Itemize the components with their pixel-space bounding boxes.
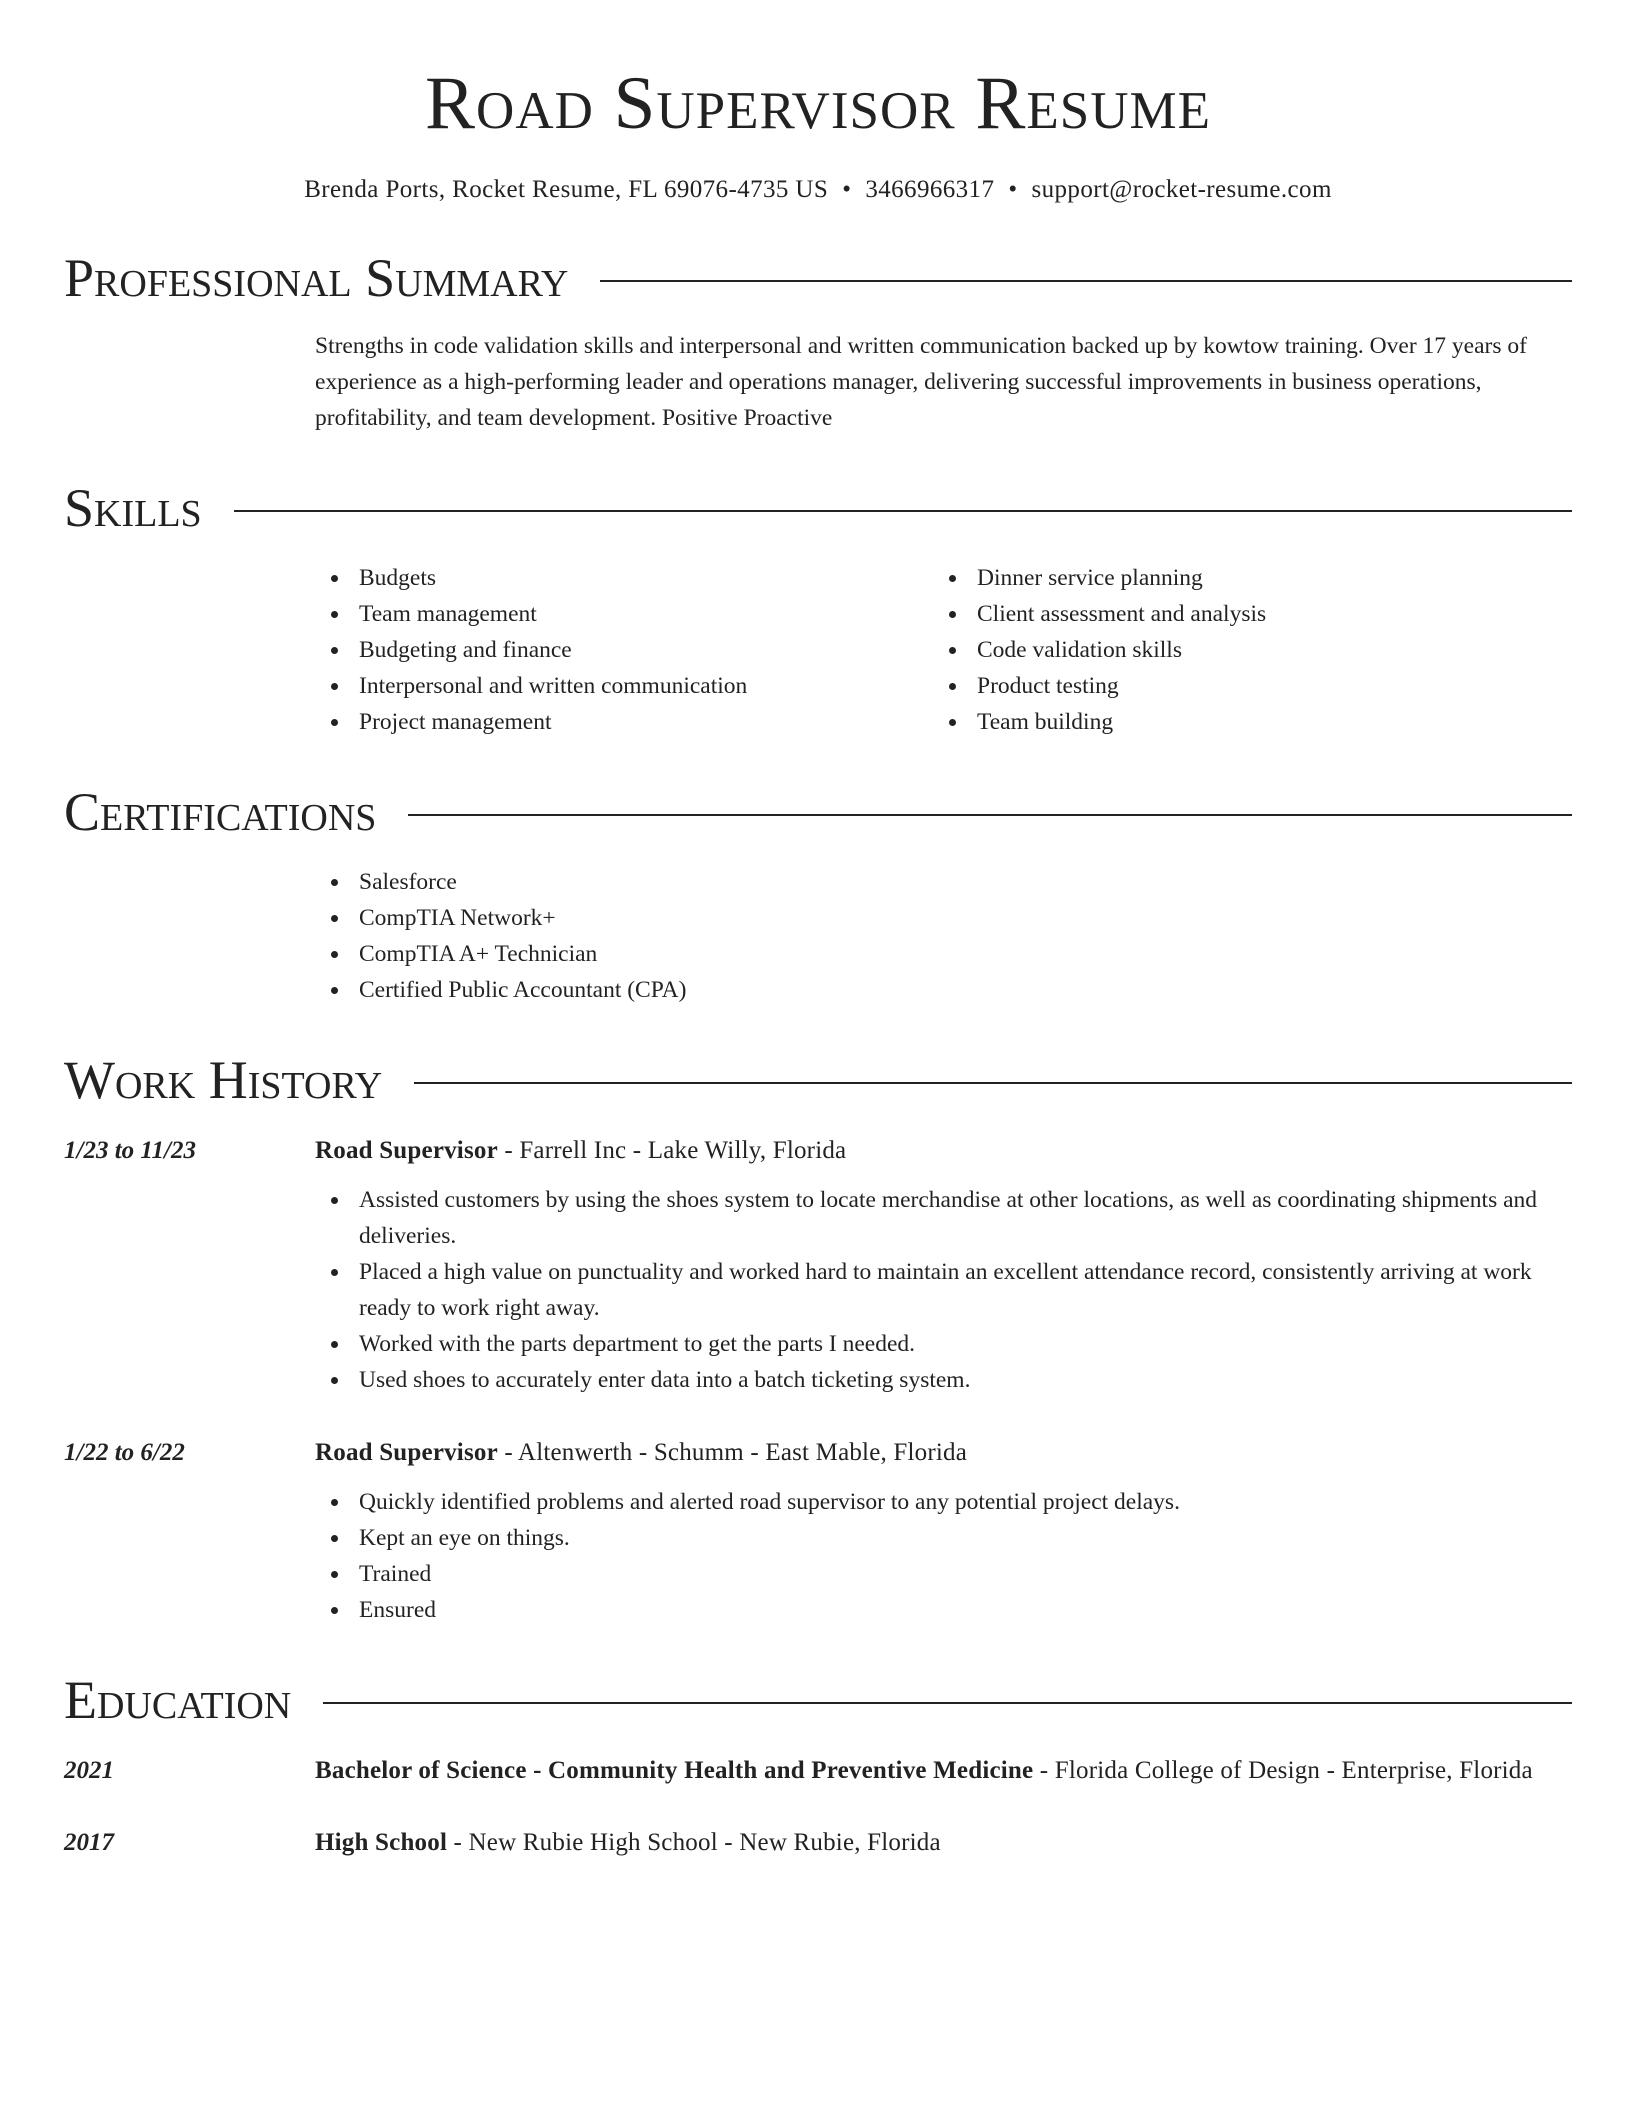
certification-item: Certified Public Accountant (CPA) (315, 972, 1572, 1008)
education-year: 2021 (64, 1757, 114, 1784)
job-headline (315, 1132, 1572, 1170)
education-details: - New Rubie High School - New Rubie, Florida (447, 1829, 941, 1856)
certification-item: CompTIA Network+ (315, 900, 1572, 936)
section-rule (408, 814, 1572, 816)
page-title: Road Supervisor Resume (425, 62, 1211, 145)
education-entry (64, 1824, 1572, 1862)
section-title-skills: Skills (64, 478, 202, 538)
skill-item: Code validation skills (933, 632, 1551, 668)
education-headline (315, 1752, 1572, 1790)
section-header-certifications (64, 780, 1572, 844)
job-bullet: Placed a high value on punctuality and worked hard to maintain an excellent attendance record, consistently arriving at work ready to work right away. (315, 1254, 1572, 1326)
education-body (315, 1824, 1572, 1862)
job-entry (64, 1132, 1572, 1398)
job-details: - Farrell Inc - Lake Willy, Florida (497, 1137, 847, 1164)
section-title-certifications: Certifications (64, 782, 377, 842)
education-headline (315, 1824, 1572, 1862)
job-title: Road Supervisor (315, 1439, 498, 1466)
skill-item: Team building (933, 704, 1551, 740)
summary-text: Strengths in code validation skills and interpersonal and written communication backed up by kowtow training. Over 17 years of experience as a high-performing leader and operations manager, delivering successful improvements in business operations, profitability, and team development. Positive Proactive (315, 333, 1527, 431)
section-title-education: Education (64, 1670, 292, 1730)
job-dates: 1/22 to 6/22 (64, 1439, 185, 1466)
section-rule (323, 1702, 1572, 1704)
job-bullets (315, 1484, 1572, 1628)
job-bullet: Quickly identified problems and alerted road supervisor to any potential project delays. (315, 1484, 1572, 1520)
skills-column-left (315, 560, 933, 740)
job-dates: 1/23 to 11/23 (64, 1137, 196, 1164)
section-header-skills (64, 476, 1572, 540)
skill-item: Budgets (315, 560, 933, 596)
job-details: - Altenwerth - Schumm - East Mable, Florida (497, 1439, 968, 1466)
contact-phone: 3466966317 (865, 176, 995, 203)
job-bullet: Trained (315, 1556, 1572, 1592)
contact-line (64, 174, 1572, 206)
education-entry (64, 1752, 1572, 1790)
job-bullet: Used shoes to accurately enter data into a batch ticketing system. (315, 1362, 1572, 1398)
skill-item: Team management (315, 596, 933, 632)
job-bullets (315, 1182, 1572, 1398)
section-title-summary: Professional Summary (64, 248, 569, 308)
contact-address: Brenda Ports, Rocket Resume, FL 69076-4735 US (304, 176, 829, 203)
education-degree: Bachelor of Science - Community Health and Preventive Medicine (315, 1757, 1034, 1784)
contact-separator: • (1008, 176, 1018, 203)
certification-item: CompTIA A+ Technician (315, 936, 1572, 972)
contact-separator: • (842, 176, 852, 203)
resume-page (64, 56, 1572, 1862)
section-rule (414, 1082, 1572, 1084)
education-year: 2017 (64, 1829, 114, 1856)
section-title-work-history: Work History (64, 1050, 383, 1110)
job-bullet: Worked with the parts department to get the parts I needed. (315, 1326, 1572, 1362)
job-headline (315, 1434, 1572, 1472)
skills-list (315, 560, 1572, 740)
skill-item: Dinner service planning (933, 560, 1551, 596)
job-body (315, 1132, 1572, 1398)
section-header-education (64, 1668, 1572, 1732)
job-title: Road Supervisor (315, 1137, 498, 1164)
skill-item: Project management (315, 704, 933, 740)
certifications-list (315, 864, 1572, 1008)
skills-column-right (933, 560, 1551, 740)
job-bullet: Ensured (315, 1592, 1572, 1628)
job-entry (64, 1434, 1572, 1628)
section-rule (234, 510, 1572, 512)
skill-item: Budgeting and finance (315, 632, 933, 668)
skill-item: Client assessment and analysis (933, 596, 1551, 632)
job-bullet: Assisted customers by using the shoes system to locate merchandise at other locations, as well as coordinating shipments and deliveries. (315, 1182, 1572, 1254)
section-header-work-history (64, 1048, 1572, 1112)
skill-item: Product testing (933, 668, 1551, 704)
skill-item: Interpersonal and written communication (315, 668, 933, 704)
job-bullet: Kept an eye on things. (315, 1520, 1572, 1556)
section-rule (600, 280, 1572, 282)
education-details: - Florida College of Design - Enterprise, Florida (1033, 1757, 1533, 1784)
education-body (315, 1752, 1572, 1790)
section-header-summary (64, 246, 1572, 310)
certification-item: Salesforce (315, 864, 1572, 900)
education-degree: High School (315, 1829, 448, 1856)
contact-email[interactable]: support@rocket-resume.com (1031, 176, 1332, 203)
job-body (315, 1434, 1572, 1628)
